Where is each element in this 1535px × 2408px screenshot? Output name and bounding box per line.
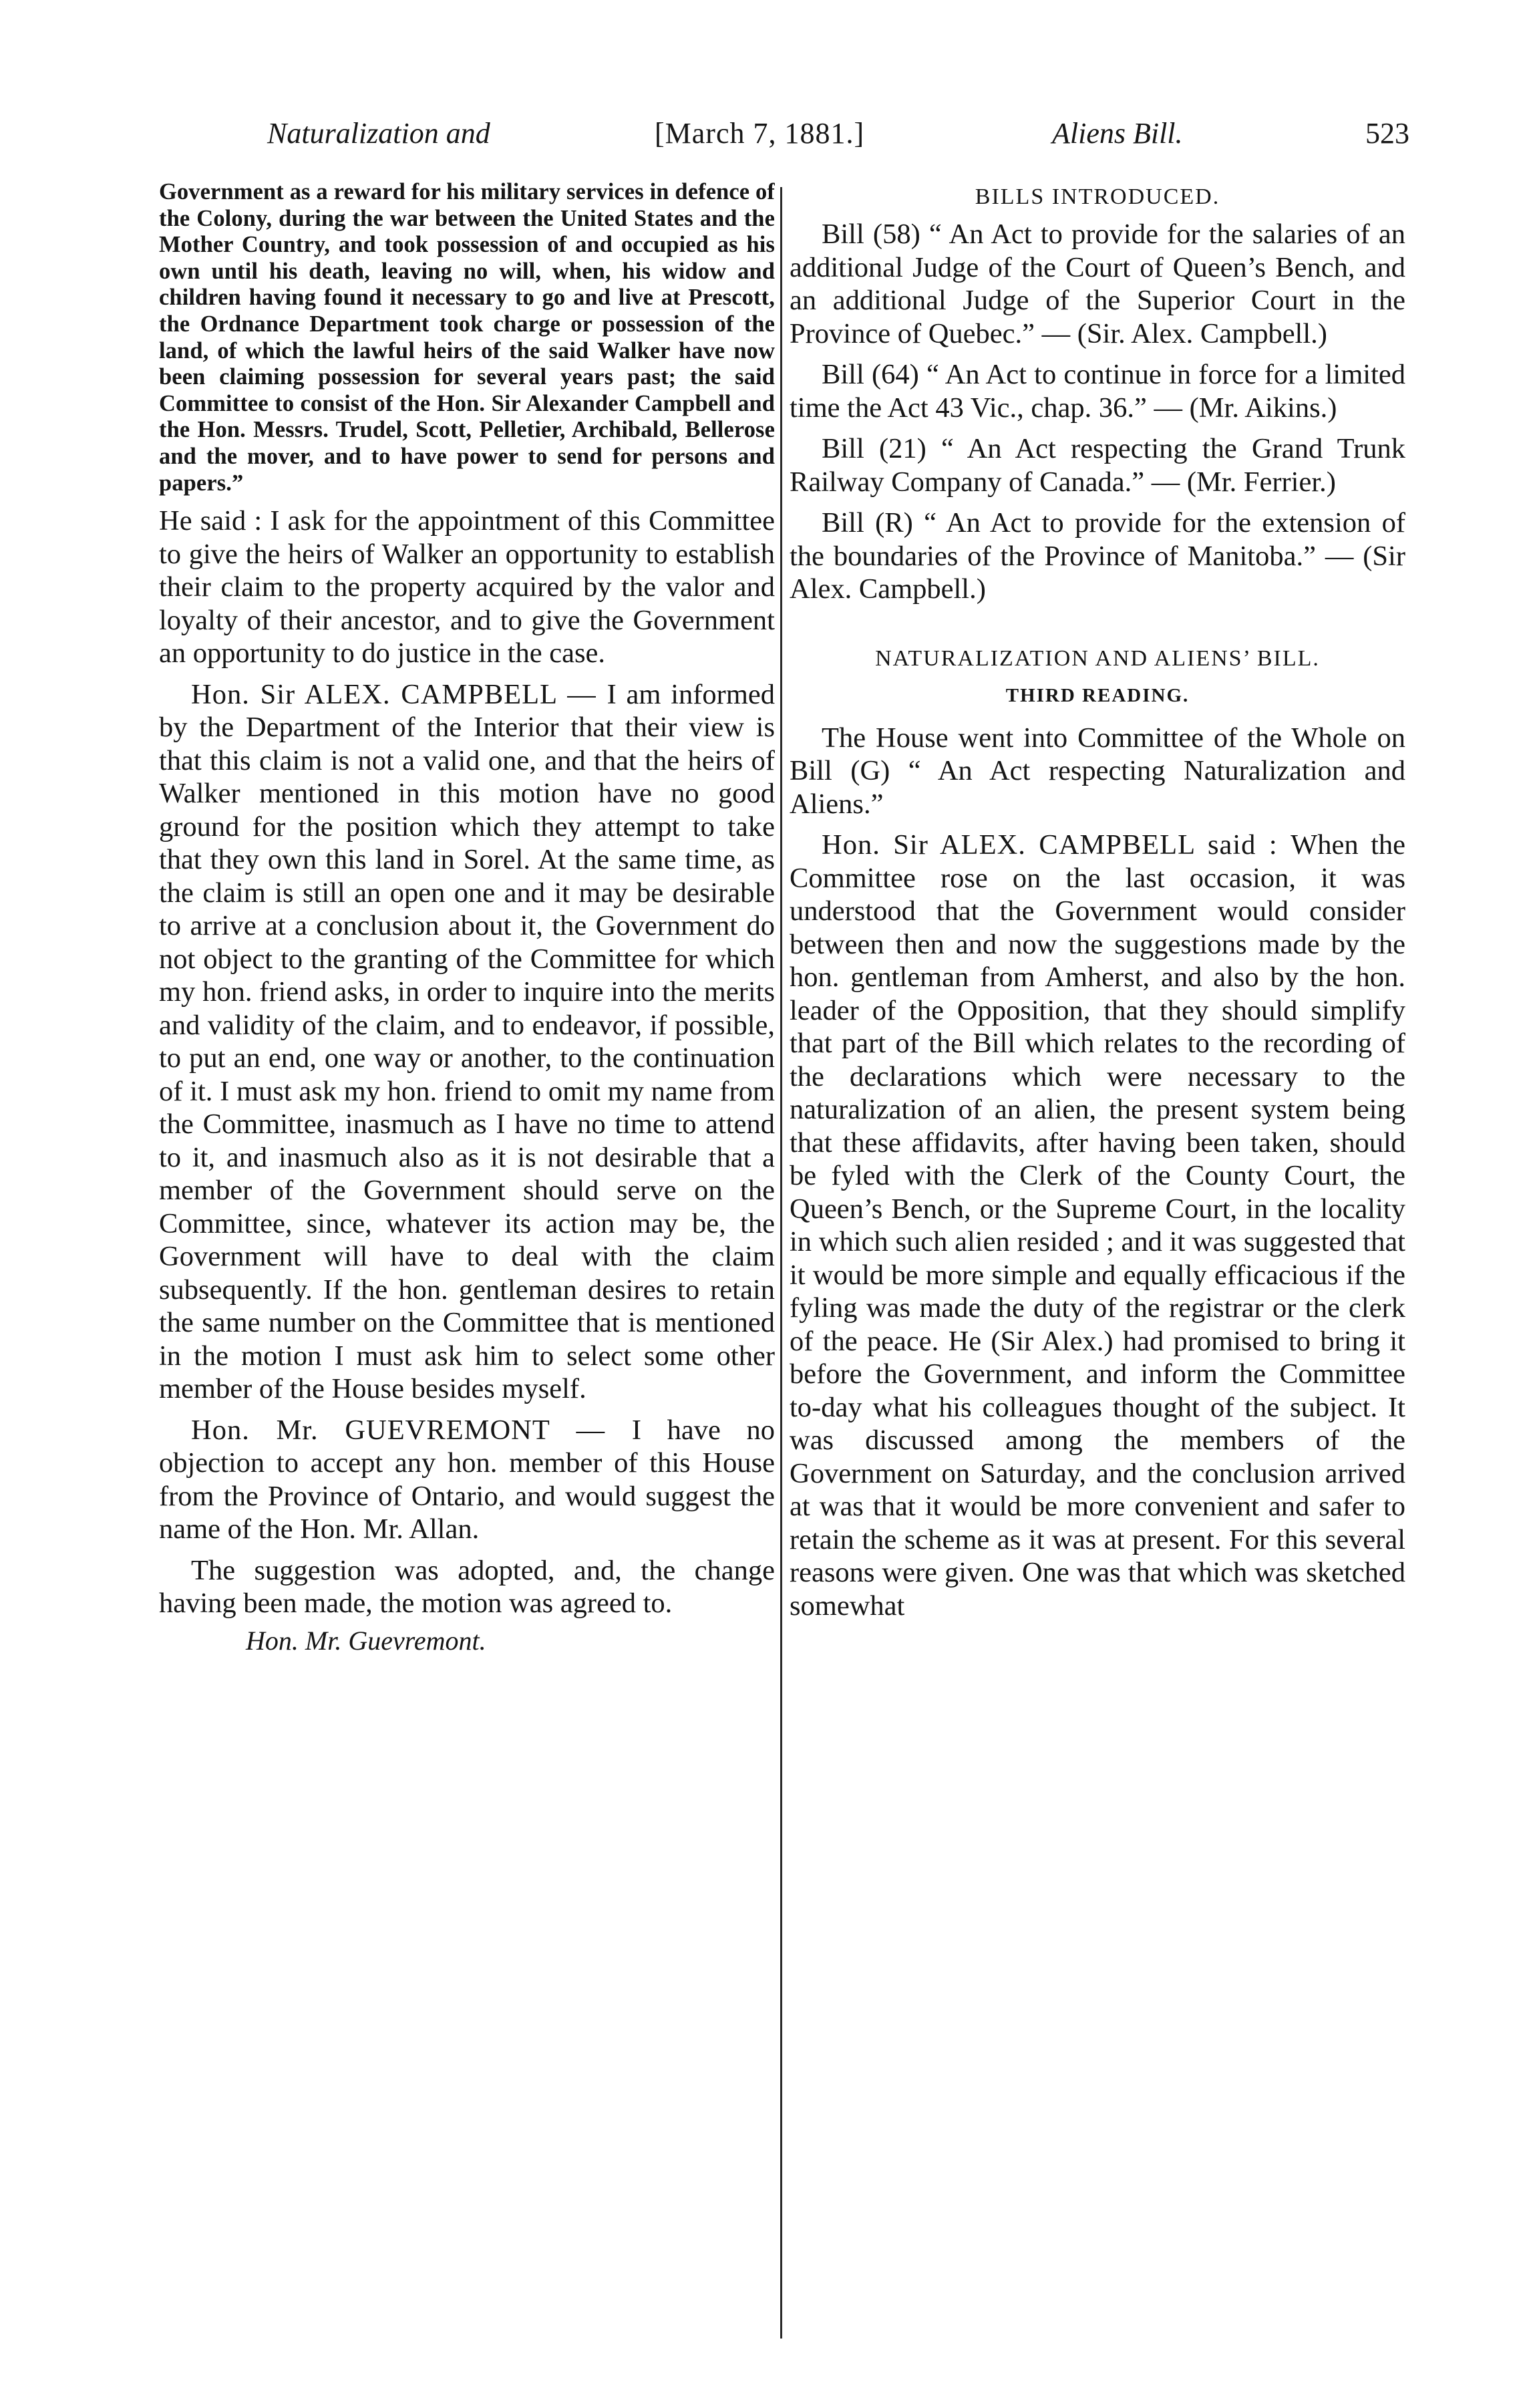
speaker-name: Hon. Sir ALEX. CAMPBELL —	[191, 678, 607, 710]
bill-entry: Bill (64) “ An Act to continue in force for a limited time the Act 43 Vic., chap. 36.” — (Mr. Aikins.)	[790, 359, 1405, 424]
header-left-title: Naturalization and	[267, 117, 490, 150]
campbell-speech	[790, 829, 1405, 1622]
left-column	[159, 179, 775, 2357]
header-right-title: Aliens Bill.	[1052, 117, 1183, 150]
bill-entry: Bill (58) “ An Act to provide for the salaries of an additional Judge of the Court of Queen’s Bench, and an additional Judge of the Superior Court in the Province of Quebec.” — (Sir. Alex. Campbell.)	[790, 218, 1405, 349]
speech-text: I have no objection to accept any hon. member of this House from the Province of Ontario, and would suggest the name of the Hon. Mr. Allan.	[159, 1414, 775, 1545]
column-divider	[780, 187, 782, 2339]
speech-text: When the Committee rose on the last occasion, it was understood that the Government would consider between then and now the suggestions made by the hon. gentleman from Amherst, and also by the hon. leader of the Opposition, that they should simplify that part of the Bill which relates to the recording of the declarations which were necessary to the naturalization of an alien, the present system being that these affidavits, after having been taken, should be fyled with the Clerk of the County Court, the Queen’s Bench, or the Supreme Court, in the locality in which such alien resided ; and it was suggested that it would be more simple and equally efficacious if the fyling was made the duty of the registrar or the clerk of the peace. He (Sir Alex.) had promised to bring it before the Government, and inform the Committee to-day what his colleagues thought of the subject. It was discussed among the members of the Government on Saturday, and the conclusion arrived at was that it would be more convenient and safer to retain the scheme as it was at present. For this several reasons were given. One was that which was sketched somewhat	[790, 829, 1405, 1622]
signature-line: Hon. Mr. Guevremont.	[246, 1625, 486, 1656]
suggestion-paragraph: The suggestion was adopted, and, the change having been made, the motion was agreed to.	[159, 1554, 775, 1620]
header-date: [March 7, 1881.]	[655, 117, 865, 150]
campbell-speech	[159, 678, 775, 1406]
speaker-name: Hon. Mr. GUEVREMONT —	[191, 1414, 632, 1446]
page-number: 523	[1365, 117, 1409, 150]
bill-entry: Bill (R) “ An Act to provide for the extension of the boundaries of the Province of Manitoba.” — (Sir Alex. Campbell.)	[790, 507, 1405, 605]
speaker-name: Hon. Sir ALEX. CAMPBELL said :	[822, 829, 1291, 861]
right-column	[790, 179, 1405, 2357]
bill-entry: Bill (21) “ An Act respecting the Grand Trunk Railway Company of Canada.” — (Mr. Ferrier.)	[790, 433, 1405, 498]
running-header	[160, 114, 1409, 154]
he-said-paragraph: He said : I ask for the appointment of this Committee to give the heirs of Walker an opportunity to establish their claim to the property acquired by the valor and loyalty of their ancestor, and to give the Government an opportunity to do justice in the case.	[159, 505, 775, 669]
speech-text: I am informed by the Department of the Interior that their view is that this claim is not a valid one, and that the heirs of Walker mentioned in this motion have no good ground for the position which they attempt to take that they own this land in Sorel. At the same time, as the claim is still an open one and it may be desirable to arrive at a conclusion about it, the Government do not object to the granting of the Committee for which my hon. friend asks, in order to inquire into the merits and validity of the claim, and to endeavor, if possible, to put an end, one way or another, to the continuation of it. I must ask my hon. friend to omit my name from the Committee, inasmuch as I have no time to attend to it, and inasmuch also as it is not desirable that a member of the Government should serve on the Committee, since, whatever its action may be, the Government will have to deal with the claim subsequently. If the hon. gentleman desires to retain the same number on the Committee that is mentioned in the motion I must ask him to select some other member of the House besides myself.	[159, 678, 775, 1405]
committee-paragraph: The House went into Committee of the Whole on Bill (G) “ An Act respecting Naturalization and Aliens.”	[790, 722, 1405, 820]
section-heading: NATURALIZATION AND ALIENS’ BILL.	[875, 645, 1320, 671]
guevremont-speech	[159, 1414, 775, 1546]
section-subheading: THIRD READING.	[1005, 684, 1190, 706]
motion-text: Government as a reward for his military services in defence of the Colony, during the war between the United States and the Mother Country, and took possession of and occupied as his own until his death, leaving no will, when, his widow and children having found it necessary to go and live at Prescott, the Ordnance Department took charge or possession of the land, of which the lawful heirs of the said Walker have now been claiming possession for several years past; the said Committee to consist of the Hon. Sir Alexander Campbell and the Hon. Messrs. Trudel, Scott, Pelletier, Archibald, Bellerose and the mover, and to have power to send for persons and papers.”	[159, 179, 775, 496]
bills-introduced-heading: BILLS INTRODUCED.	[975, 184, 1220, 209]
